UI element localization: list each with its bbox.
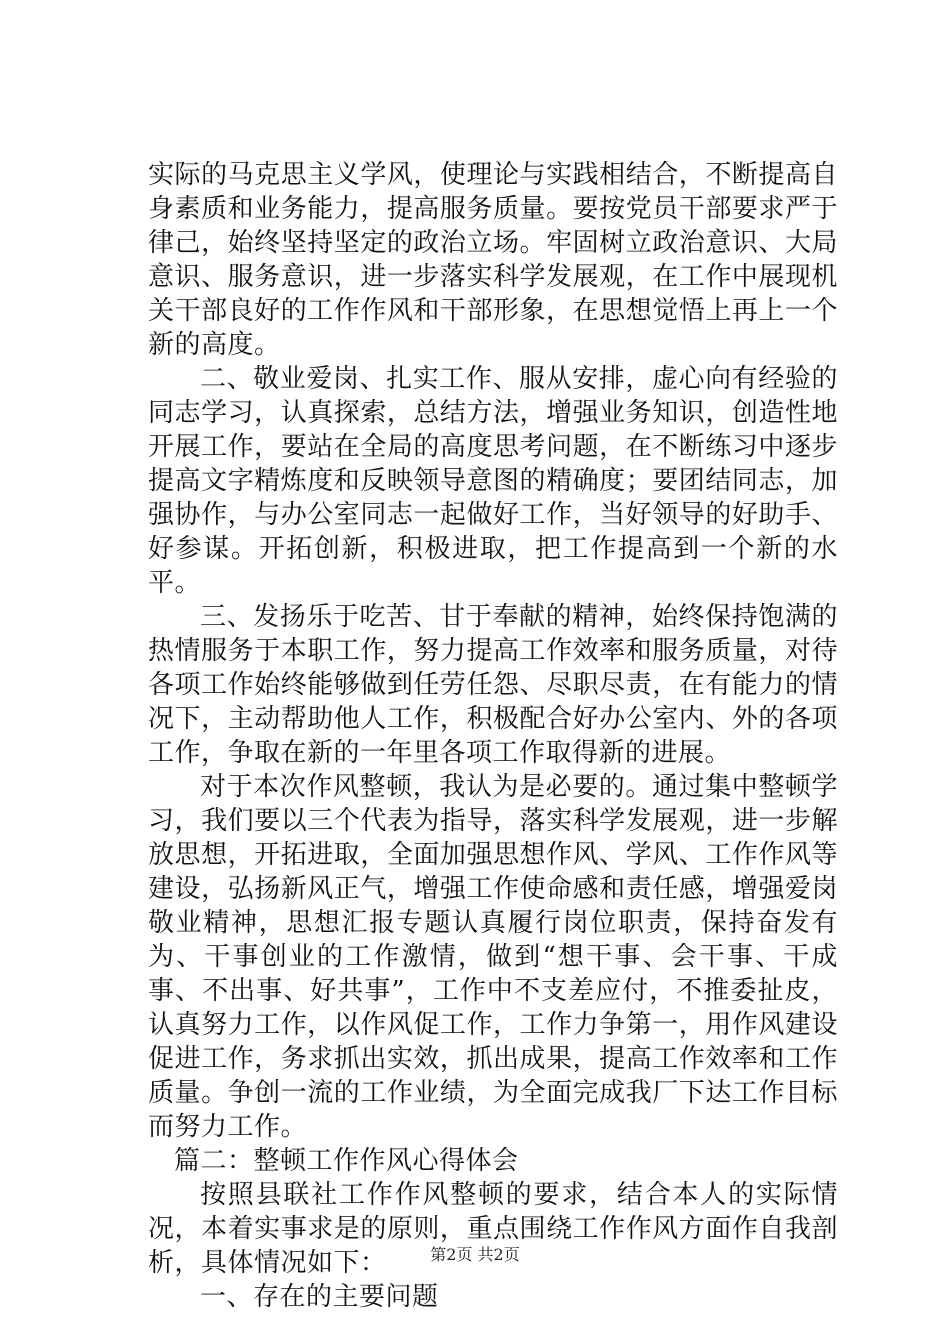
paragraph-section-two: 二、敬业爱岗、扎实工作、服从安排，虚心向有经验的同志学习，认真探索，总结方法，增强业务知识，创造性地开展工作，要站在全局的高度思考问题，在不断练习中逐步提高文字精炼度和反映领导意图的精确度；要团结同志，加强协作，与办公室同志一起做好工作，当好领导的好助手、好参谋。开拓创新，积极进取，把工作提高到一个新的水平。	[148, 364, 838, 598]
paragraph-intro: 按照县联社工作作风整顿的要求，结合本人的实际情况，本着实事求是的原则，重点围绕工作作风方面作自我剖析，具体情况如下：	[148, 1180, 838, 1278]
page-footer: 第2页 共2页	[430, 1245, 520, 1264]
paragraph-continuation: 实际的马克思主义学风，使理论与实践相结合，不断提高自身素质和业务能力，提高服务质量。要按党员干部要求严于律己，始终坚持坚定的政治立场。牢固树立政治意识、大局意识、服务意识，进一步落实科学发展观，在工作中展现机关干部良好的工作作风和干部形象，在思想觉悟上再上一个新的高度。	[148, 160, 838, 360]
paragraph-section-three: 三、发扬乐于吃苦、甘于奉献的精神，始终保持饱满的热情服务于本职工作，努力提高工作效率和服务质量，对待各项工作始终能够做到任劳任怨、尽职尽责，在有能力的情况下，主动帮助他人工作，积极配合好办公室内、外的各项工作，争取在新的一年里各项工作取得新的进展。	[148, 602, 838, 768]
paragraph-conclusion: 对于本次作风整顿，我认为是必要的。通过集中整顿学习，我们要以三个代表为指导，落实科学发展观，进一步解放思想，开拓进取，全面加强思想作风、学风、工作作风等建设，弘扬新风正气，增强工作使命感和责任感，增强爱岗敬业精神，思想汇报专题认真履行岗位职责，保持奋发有为、干事创业的工作激情，做到“想干事、会干事、干成事、不出事、好共事”，工作中不支差应付，不推委扯皮，认真努力工作，以作风促工作，工作力争第一，用作风建设促进工作，务求抓出实效，抓出成果，提高工作效率和工作质量。争创一流的工作业绩，为全面完成我厂下达工作目标而努力工作。	[148, 772, 838, 1142]
document-body	[148, 158, 838, 1314]
section-heading-problems: 一、存在的主要问题	[200, 1282, 439, 1312]
article-two-heading: 篇二：整顿工作作风心得体会	[174, 1146, 519, 1176]
